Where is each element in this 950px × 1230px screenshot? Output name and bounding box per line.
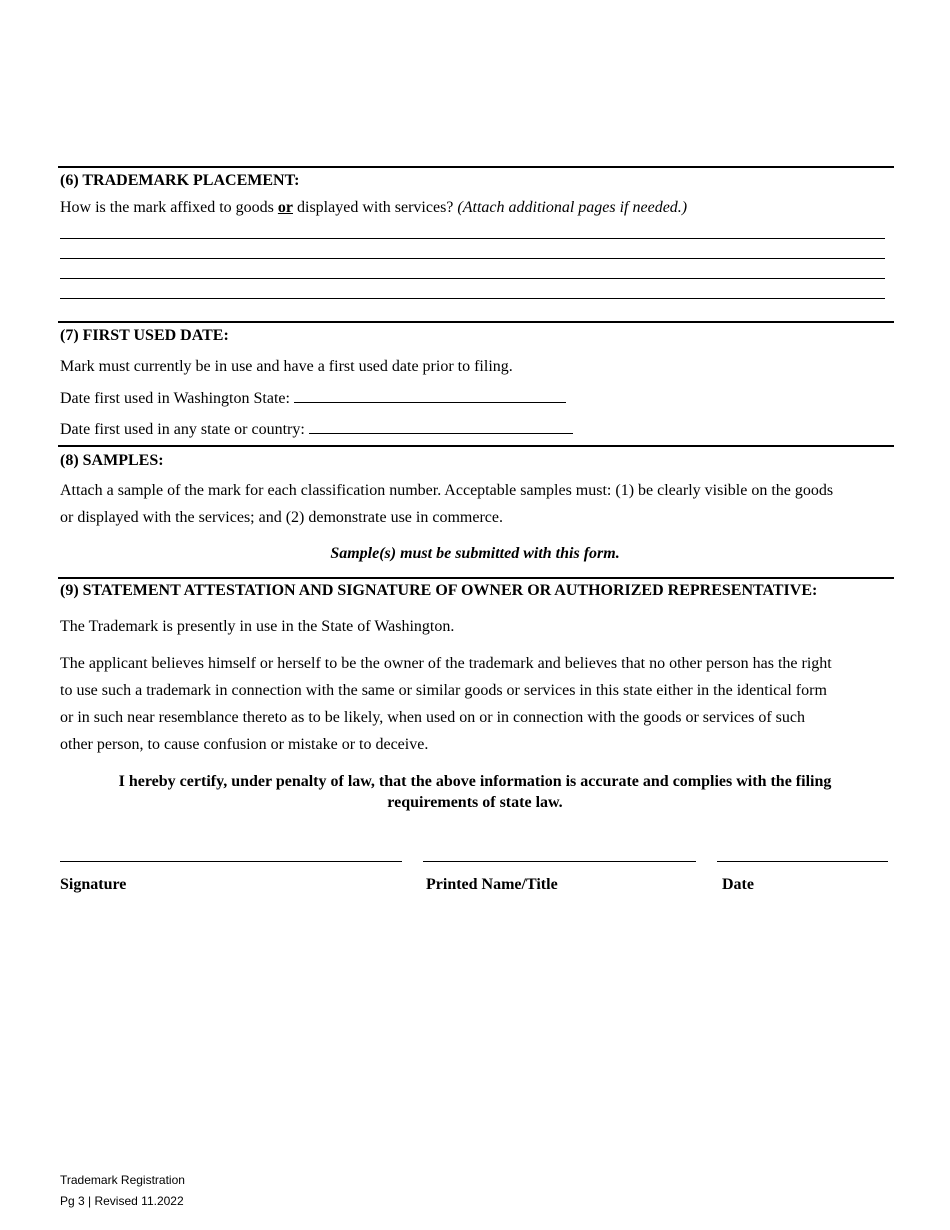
printed-name-field[interactable]	[423, 861, 696, 862]
placement-answer-line-4[interactable]	[60, 298, 885, 299]
section-7-heading: (7) FIRST USED DATE:	[60, 327, 229, 344]
section-9-paragraph-line-3: or in such near resemblance thereto as to be likely, when used on or in connection with the goods or services of such	[60, 709, 805, 726]
section-6-heading: (6) TRADEMARK PLACEMENT:	[60, 172, 300, 189]
section-divider	[58, 445, 894, 447]
section-6-question	[60, 198, 687, 218]
section-8-text-line-2: or displayed with the services; and (2) demonstrate use in commerce.	[60, 509, 503, 526]
date-first-used-wa-label: Date first used in Washington State:	[60, 390, 294, 407]
section-8-note: Sample(s) must be submitted with this form.	[330, 545, 620, 562]
section-7-instruction: Mark must currently be in use and have a first used date prior to filing.	[60, 358, 513, 375]
section-8-text-line-1: Attach a sample of the mark for each classification number. Acceptable samples must: (1) be clearly visible on the goods	[60, 482, 834, 499]
question-text: How is the mark affixed to goods	[60, 199, 278, 216]
section-divider	[58, 321, 894, 323]
section-9-paragraph-line-4: other person, to cause confusion or mistake or to deceive.	[60, 736, 429, 753]
section-divider	[58, 166, 894, 168]
date-first-used-wa-row	[60, 388, 566, 409]
date-field[interactable]	[717, 861, 888, 862]
question-emphasis-or: or	[277, 199, 293, 216]
certification-line-1: I hereby certify, under penalty of law, that the above information is accurate and complies with the filing	[118, 773, 832, 790]
placement-answer-line-3[interactable]	[60, 278, 885, 279]
certification-line-2: requirements of state law.	[387, 794, 563, 811]
question-note: (Attach additional pages if needed.)	[457, 199, 688, 216]
date-first-used-any-row	[60, 419, 573, 440]
section-divider	[58, 577, 894, 579]
date-label: Date	[722, 876, 754, 893]
section-8-heading: (8) SAMPLES:	[60, 452, 164, 469]
footer-page-info: Pg 3 | Revised 11.2022	[60, 1194, 184, 1208]
signature-field[interactable]	[60, 861, 402, 862]
section-9-paragraph-line-1: The applicant believes himself or herself to be the owner of the trademark and believes that no other person has the right	[60, 655, 832, 672]
signature-label: Signature	[60, 876, 127, 893]
section-9-paragraph-line-2: to use such a trademark in connection with the same or similar goods or services in this state either in the identical form	[60, 682, 827, 699]
date-first-used-any-label: Date first used in any state or country:	[60, 421, 309, 438]
section-9-statement: The Trademark is presently in use in the State of Washington.	[60, 618, 455, 635]
date-first-used-wa-field[interactable]	[294, 388, 566, 403]
footer-title: Trademark Registration	[60, 1173, 185, 1187]
question-text-continued: displayed with services?	[293, 199, 458, 216]
placement-answer-line-2[interactable]	[60, 258, 885, 259]
placement-answer-line-1[interactable]	[60, 238, 885, 239]
date-first-used-any-field[interactable]	[309, 419, 573, 434]
section-9-heading: (9) STATEMENT ATTESTATION AND SIGNATURE OF OWNER OR AUTHORIZED REPRESENTATIVE:	[60, 582, 818, 599]
printed-name-label: Printed Name/Title	[426, 876, 558, 893]
